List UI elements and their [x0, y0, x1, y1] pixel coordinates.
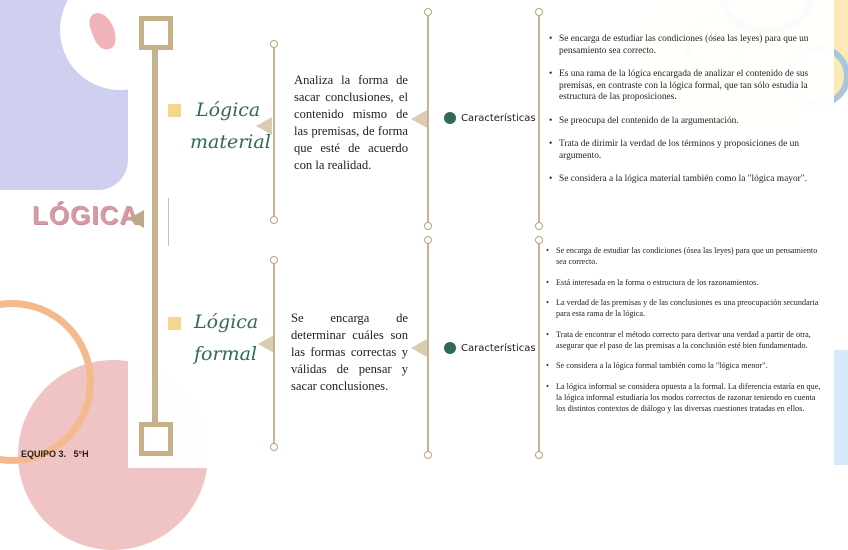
formal-bracket-top-end — [270, 256, 278, 264]
list-item: • Se encarga de estudiar las condiciones (ósea las leyes) para que un pensamiento sea correcto. — [546, 245, 826, 267]
material-description: Analiza la forma de sacar conclusiones, el contenido mismo de las premisas, de forma que esté de acuerdo con la realidad. — [294, 73, 408, 172]
center-line-top-start — [424, 8, 432, 16]
material-title-line2: material — [190, 131, 271, 153]
center-line-bottom-end — [424, 451, 432, 459]
material-bracket-line — [273, 48, 275, 218]
list-item: • Es una rama de la lógica encargada de analizar el contenido de sus premisas, en contraste con la lógica formal, que tan sólo estudia la estructura de las proposiciones. — [549, 69, 819, 104]
center-line-top — [427, 16, 429, 226]
formal-bullet-square — [168, 317, 181, 330]
material-bullet-square — [168, 104, 181, 117]
formal-characteristics — [444, 342, 536, 354]
formal-char-arrow — [411, 339, 427, 357]
material-char-arrow — [411, 110, 427, 128]
formal-list-top-end — [535, 236, 543, 244]
bottom-square-marker — [139, 422, 173, 456]
list-item: • Trata de encontrar el método correcto para derivar una verdad a partir de otra, asegurar que el paso de las premisas a la conclusión esté bien fundamentado. — [546, 329, 826, 351]
center-line-bottom-start — [424, 236, 432, 244]
material-list-top-end — [535, 8, 543, 16]
list-item: • Está interesada en la forma o estructura de los razonamientos. — [546, 277, 826, 288]
material-list-line — [538, 16, 540, 226]
formal-list-bottom-end — [535, 451, 543, 459]
list-item: • Se encarga de estudiar las condiciones (ósea las leyes) para que un pensamiento sea correcto. — [549, 34, 819, 57]
list-item: • La lógica informal se considera opuesta a la formal. La diferencia estaría en que, la lógica informal estudiaría los modos correctos de razonar teniendo en cuenta los distintos contextos de diálogo y las diversas cuestiones tratadas en ellos. — [546, 381, 826, 414]
title-arrow — [128, 210, 144, 228]
material-bracket-bottom-end — [270, 216, 278, 224]
list-item: • La verdad de las premisas y de las conclusiones es una preocupación secundaria para esta rama de la lógica. — [546, 297, 826, 319]
formal-bracket-line — [273, 262, 275, 447]
formal-arrow — [258, 335, 274, 353]
formal-char-dot — [444, 342, 456, 354]
material-list-bottom-end — [535, 222, 543, 230]
formal-characteristics-label: Características — [461, 342, 536, 354]
material-char-dot — [444, 112, 456, 124]
main-title: LÓGICA — [32, 200, 140, 230]
title-divider — [168, 198, 169, 246]
formal-bullet-list — [546, 245, 826, 423]
material-characteristics — [444, 112, 536, 124]
formal-description: Se encarga de determinar cuáles son las formas correctas y válidas de pensar y sacar conclusiones. — [291, 311, 408, 393]
list-item: • Se preocupa del contenido de la argumentación. — [549, 116, 819, 128]
list-item: • Trata de dirimir la verdad de los términos y proposiciones de un argumento. — [549, 139, 819, 162]
material-bracket-top-end — [270, 40, 278, 48]
formal-list-line — [538, 244, 540, 454]
material-title-line1: Lógica — [196, 99, 261, 121]
formal-title-line2: formal — [194, 343, 257, 365]
list-item: • Se considera a la lógica formal también como la "lógica menor". — [546, 360, 826, 371]
top-square-marker — [139, 16, 173, 50]
footer-label: EQUIPO 3. 5°H — [21, 449, 89, 459]
formal-title-line1: Lógica — [194, 311, 259, 333]
material-characteristics-label: Características — [461, 112, 536, 124]
material-bullet-list — [549, 34, 819, 198]
main-vertical-line — [152, 44, 158, 434]
center-line-bottom — [427, 244, 429, 454]
formal-bracket-bottom-end — [270, 443, 278, 451]
list-item: • Se considera a la lógica material también como la "lógica mayor". — [549, 174, 819, 186]
center-line-top-end — [424, 222, 432, 230]
material-arrow — [256, 117, 272, 135]
